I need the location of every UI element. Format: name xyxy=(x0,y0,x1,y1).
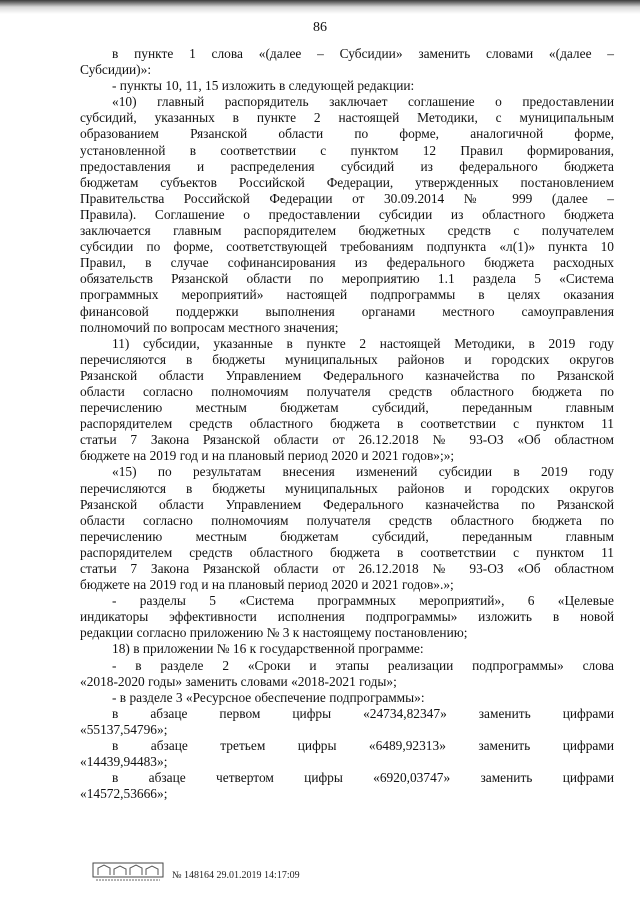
text-line: перечислению местным бюджетам субсидий, переданным главным xyxy=(80,528,614,544)
text-line: в абзаце первом цифры «24734,82347» заменить цифрами xyxy=(112,705,614,721)
registry-stamp-icon xyxy=(92,860,164,884)
text-line: бюджете на 2019 год и на плановый период 2020 и 2021 годов».»; xyxy=(80,577,454,593)
text-line: Правил, в случае софинансирования из федерального бюджета расходных xyxy=(80,255,614,271)
text-line: предоставления и распределения субсидий из федерального бюджета xyxy=(80,158,614,174)
text-line: в абзаце третьем цифры «6489,92313» заменить цифрами xyxy=(112,738,614,754)
text-line: бюджетам субъектов Российской Федерации, утвержденных постановлением xyxy=(80,174,614,190)
text-line: Рязанской области Управлением Федерального казначейства по Рязанской xyxy=(80,367,614,383)
text-line: Правила). Соглашение о предоставлении субсидии из областного бюджета xyxy=(80,206,614,222)
text-line: программных мероприятий» настоящей подпрограммы в целях оказания xyxy=(80,287,614,303)
page-number: 86 xyxy=(313,20,327,35)
text-line: заключается главным распорядителем бюджетных средств с получателем xyxy=(80,223,614,239)
text-line: финансовой поддержки выполнения органами местного самоуправления xyxy=(80,303,614,319)
text-line: обязательств Рязанской области по мероприятию 1.1 раздела 5 «Система xyxy=(80,271,614,287)
text-line: редакции согласно приложению № 3 к настоящему постановлению; xyxy=(80,625,468,641)
text-line: «10) главный распорядитель заключает соглашение о предоставлении xyxy=(112,94,614,110)
text-line: полномочий по вопросам местного значения; xyxy=(80,319,339,335)
text-line: «55137,54796»; xyxy=(80,721,168,737)
text-line: области согласно полномочиям получателя средств областного бюджета по xyxy=(80,512,614,528)
text-line: Субсидии)»: xyxy=(80,62,152,78)
text-line: установленной в соответствии с пунктом 12 Правил формирования, xyxy=(80,142,614,158)
text-line: Правительства Российской Федерации от 30.09.2014 № 999 (далее – xyxy=(80,190,614,206)
text-line: статьи 7 Закона Рязанской области от 26.12.2018 № 93-ОЗ «Об областном xyxy=(80,432,614,448)
text-line: распорядителем средств областного бюджета в соответствии с пунктом 11 xyxy=(80,544,614,560)
text-line: 11) субсидии, указанные в пункте 2 настоящей Методики, в 2019 году xyxy=(112,335,614,351)
text-line: субсидии по форме, соответствующей требованиям подпункта «л(1)» пункта 10 xyxy=(80,239,614,255)
text-line: перечисляются в бюджеты муниципальных районов и городских округов xyxy=(80,351,614,367)
text-line: индикаторы эффективности исполнения подпрограммы» изложить в новой xyxy=(80,609,614,625)
text-line: перечисляются в бюджеты муниципальных районов и городских округов xyxy=(80,480,614,496)
text-line: образованием Рязанской области по форме, аналогичной форме, xyxy=(80,126,614,142)
text-line: 18) в приложении № 16 к государственной программе: xyxy=(112,641,424,657)
text-line: Рязанской области Управлением Федерального казначейства по Рязанской xyxy=(80,496,614,512)
text-line: - разделы 5 «Система программных мероприятий», 6 «Целевые xyxy=(112,593,614,609)
scan-shadow-edge xyxy=(0,0,640,14)
text-line: - пункты 10, 11, 15 изложить в следующей редакции: xyxy=(112,78,415,94)
document-body xyxy=(80,46,614,802)
text-line: в пункте 1 слова «(далее – Субсидии» заменить словами «(далее – xyxy=(112,46,614,61)
text-line: «2018-2020 годы» заменить словами «2018-2021 годы»; xyxy=(80,673,397,689)
text-line: - в разделе 2 «Сроки и этапы реализации подпрограммы» слова xyxy=(112,657,614,673)
text-line: «14572,53666»; xyxy=(80,786,168,802)
text-line: распорядителем средств областного бюджета в соответствии с пунктом 11 xyxy=(80,416,614,432)
text-line: перечислению местным бюджетам субсидий, переданным главным xyxy=(80,400,614,416)
text-line: статьи 7 Закона Рязанской области от 26.12.2018 № 93-ОЗ «Об областном xyxy=(80,561,614,576)
text-line: «15) по результатам внесения изменений субсидии в 2019 году xyxy=(112,464,614,480)
text-line: - в разделе 3 «Ресурсное обеспечение подпрограммы»: xyxy=(112,689,425,705)
text-line: области согласно полномочиям получателя средств областного бюджета по xyxy=(80,383,614,399)
text-line: в абзаце четвертом цифры «6920,03747» заменить цифрами xyxy=(112,770,614,786)
text-line: бюджете на 2019 год и на плановый период 2020 и 2021 годов»;»; xyxy=(80,448,455,464)
text-line: субсидий, указанных в пункте 2 настоящей Методики, с муниципальным xyxy=(80,110,614,126)
registration-stamp-text: № 148164 29.01.2019 14:17:09 xyxy=(172,870,300,881)
text-line: «14439,94483»; xyxy=(80,754,168,770)
